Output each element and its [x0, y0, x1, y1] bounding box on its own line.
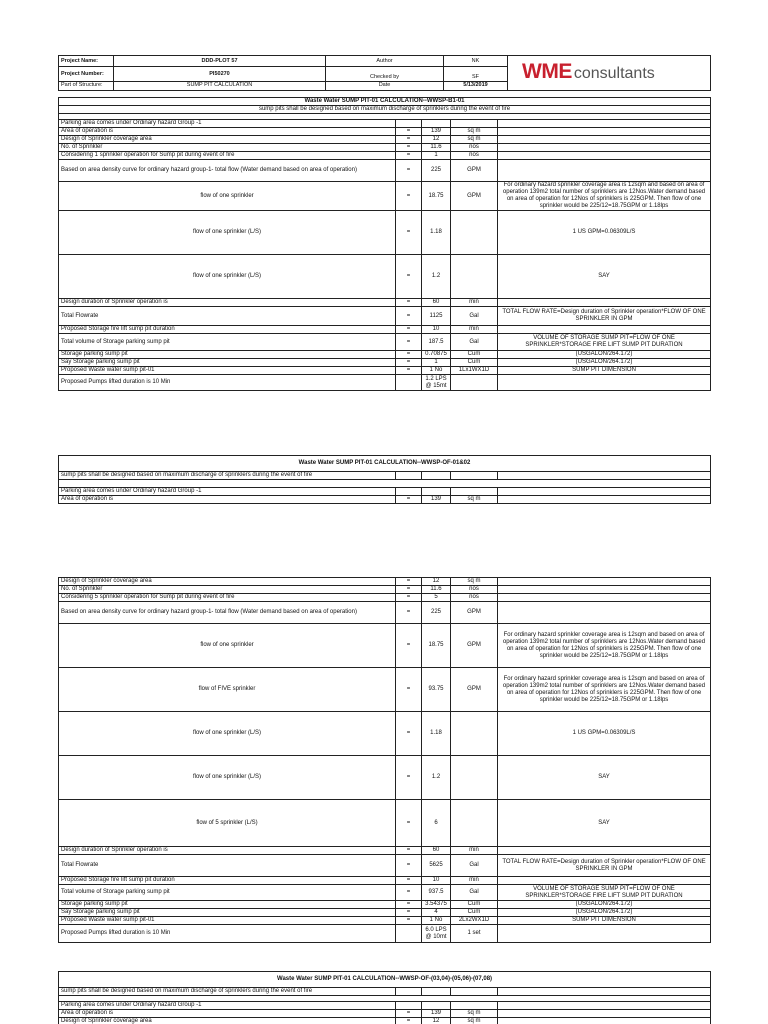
row-note [498, 586, 711, 594]
row-value: 11.6 [422, 144, 451, 152]
section-2-title: Waste Water SUMP PIT-01 CALCULATION--WWSP-OF-01&02 [59, 456, 711, 472]
row-unit: GPM [451, 160, 498, 182]
row-description: No. of Sprinkler [59, 586, 396, 594]
row-unit: nos [451, 152, 498, 160]
row-note [498, 925, 711, 943]
row-unit: min [451, 877, 498, 885]
row-value [422, 120, 451, 128]
calc-row [59, 877, 711, 885]
calc-row [59, 120, 711, 128]
row-value: 1.2 [422, 255, 451, 299]
row-unit: sq m [451, 136, 498, 144]
row-equals: = [396, 586, 422, 594]
row-description: flow of one sprinkler (L/S) [59, 756, 396, 800]
calc-row [59, 307, 711, 326]
row-value: 12 [422, 1018, 451, 1024]
row-note [498, 152, 711, 160]
row-unit: sq m [451, 1018, 498, 1024]
row-equals: = [396, 211, 422, 255]
row-equals: = [396, 1010, 422, 1018]
row-note [498, 299, 711, 307]
row-description: Parking area comes under Ordinary hazard Group -1 [59, 120, 396, 128]
date-value: 5/13/2019 [444, 81, 508, 90]
row-unit [451, 756, 498, 800]
row-unit: sq m [451, 496, 498, 504]
row-value: 139 [422, 1010, 451, 1018]
row-unit: GPM [451, 182, 498, 211]
row-description: Area of operation is [59, 128, 396, 136]
part-value: SUMP PIT CALCULATION [114, 81, 326, 90]
row-description: Considering 5 sprinkler operation for Sump pit during event of fire [59, 594, 396, 602]
logo-main-text: WME [522, 60, 572, 83]
calc-row [59, 128, 711, 136]
row-unit: nos [451, 144, 498, 152]
row-description: Considering 1 sprinkler operation for Sump pit during event of fire [59, 152, 396, 160]
row-unit: Gal [451, 855, 498, 877]
row-value: 139 [422, 128, 451, 136]
row-note: TOTAL FLOW RATE=Design duration of Sprinkler operation*FLOW OF ONE SPRINKLER IN GPM [498, 307, 711, 326]
row-description: flow of one sprinkler (L/S) [59, 712, 396, 756]
row-equals: = [396, 160, 422, 182]
row-unit: nos [451, 586, 498, 594]
row-note [498, 594, 711, 602]
row-note: SAY [498, 255, 711, 299]
row-description: Proposed Pumps lifted duration is 10 Min [59, 375, 396, 391]
calc-row [59, 578, 711, 586]
calc-row [59, 160, 711, 182]
row-description: flow of one sprinkler (L/S) [59, 211, 396, 255]
calc-row [59, 602, 711, 624]
row-description: Design duration of Sprinkler operation is [59, 847, 396, 855]
row-description: Total Flowrate [59, 307, 396, 326]
row-description: Design of Sprinkler coverage area [59, 136, 396, 144]
row-description: flow of one sprinkler [59, 624, 396, 668]
row-note: VOLUME OF STORAGE SUMP PIT=FLOW OF ONE SPRINKLER*STORAGE FIRE LIFT SUMP PIT DURATION [498, 885, 711, 901]
row-equals: = [396, 136, 422, 144]
calc-row [59, 136, 711, 144]
row-value: 1 [422, 359, 451, 367]
calc-row [59, 351, 711, 359]
row-value: 225 [422, 160, 451, 182]
row-unit [451, 255, 498, 299]
row-unit: nos [451, 594, 498, 602]
row-equals: = [396, 496, 422, 504]
row-value: 10 [422, 877, 451, 885]
calc-row [59, 488, 711, 496]
row-unit: Gal [451, 334, 498, 351]
row-description: Proposed Storage fire lift sump pit duration [59, 877, 396, 885]
row-note [498, 847, 711, 855]
row-equals: = [396, 299, 422, 307]
calc-row [59, 211, 711, 255]
row-value: 18.75 [422, 182, 451, 211]
row-note: SAY [498, 756, 711, 800]
row-unit [451, 712, 498, 756]
row-description: Design of Sprinkler coverage area [59, 578, 396, 586]
wme-logo [522, 60, 655, 84]
row-unit [451, 1002, 498, 1010]
row-value: 1 No [422, 367, 451, 375]
row-value: 1125 [422, 307, 451, 326]
row-note [498, 578, 711, 586]
section-2-continued-table [58, 577, 711, 943]
author-value: NK [444, 56, 508, 67]
row-value: 1 No [422, 917, 451, 925]
calc-row [59, 182, 711, 211]
row-note: SUMP PIT DIMENSION [498, 367, 711, 375]
author-label: Author [326, 56, 444, 67]
row-equals: = [396, 668, 422, 712]
row-equals: = [396, 578, 422, 586]
row-equals: = [396, 847, 422, 855]
row-description: Parking area comes under Ordinary hazard Group -1 [59, 488, 396, 496]
row-equals: = [396, 334, 422, 351]
row-note [498, 1018, 711, 1024]
row-unit: GPM [451, 624, 498, 668]
row-equals: = [396, 917, 422, 925]
row-unit [451, 211, 498, 255]
row-description: Area of operation is [59, 496, 396, 504]
row-unit: Cum [451, 359, 498, 367]
row-unit: GPM [451, 668, 498, 712]
row-description: No. of Sprinkler [59, 144, 396, 152]
row-equals: = [396, 800, 422, 847]
row-equals: = [396, 594, 422, 602]
calc-row [59, 668, 711, 712]
row-value: 60 [422, 847, 451, 855]
calc-row [59, 901, 711, 909]
section-3-title: Waste Water SUMP PIT-01 CALCULATION--WWSP-OF-(03,04)-(05,06)-(07,08) [59, 972, 711, 988]
row-equals: = [396, 602, 422, 624]
row-unit: Cum [451, 901, 498, 909]
row-note: (USGALON/264.172) [498, 359, 711, 367]
row-value: 1.18 [422, 712, 451, 756]
section-3-table [58, 971, 711, 1024]
row-unit [451, 375, 498, 391]
row-unit: Cum [451, 351, 498, 359]
row-equals: = [396, 182, 422, 211]
row-unit: sq m [451, 578, 498, 586]
row-note: TOTAL FLOW RATE=Design duration of Sprinkler operation*FLOW OF ONE SPRINKLER IN GPM [498, 855, 711, 877]
row-unit: GPM [451, 602, 498, 624]
row-equals: = [396, 877, 422, 885]
calc-row [59, 1010, 711, 1018]
row-value: 18.75 [422, 624, 451, 668]
row-description: Proposed Storage fire lift sump pit duration [59, 326, 396, 334]
row-note: For ordinary hazard sprinkler coverage area is 12sqm and based on area of operation 139m2 total number of sprinklers are 12Nos.Water demand based on area of operation for 12Nos of sprinklers is 225GPM. Then flow of one sprinkler would be 225/12=18.75GPM or 1.18lps [498, 668, 711, 712]
calc-row [59, 855, 711, 877]
row-note [498, 128, 711, 136]
row-equals: = [396, 901, 422, 909]
row-unit: 2Lx2WX1D [451, 917, 498, 925]
project-number-label: Project Number: [59, 67, 114, 81]
calc-row [59, 586, 711, 594]
row-unit: Gal [451, 307, 498, 326]
row-unit: min [451, 299, 498, 307]
row-value: 11.6 [422, 586, 451, 594]
calc-row [59, 800, 711, 847]
row-value [422, 1002, 451, 1010]
row-value: 139 [422, 496, 451, 504]
row-equals: = [396, 909, 422, 917]
row-value: 1.2 [422, 756, 451, 800]
row-unit [451, 800, 498, 847]
row-equals: = [396, 885, 422, 901]
row-note: For ordinary hazard sprinkler coverage area is 12sqm and based on area of operation 139m2 total number of sprinklers are 12Nos.Water demand based on area of operation for 12Nos of sprinklers is 225GPM. Then flow of one sprinkler would be 225/12=18.75GPM or 1.18lps [498, 624, 711, 668]
section-1-title: Waste Water SUMP PIT-01 CALCULATION--WWSP-B1-01 [59, 98, 711, 106]
row-unit [451, 120, 498, 128]
calc-row [59, 1002, 711, 1010]
calc-row [59, 925, 711, 943]
row-note [498, 375, 711, 391]
row-description: Design of Sprinkler coverage area [59, 1018, 396, 1024]
row-unit: Gal [451, 885, 498, 901]
calc-row [59, 299, 711, 307]
row-value: 1.2 LPS @ 15mt [422, 375, 451, 391]
row-unit: sq m [451, 1010, 498, 1018]
row-value: 937.5 [422, 885, 451, 901]
row-value: 0.70875 [422, 351, 451, 359]
calc-row [59, 909, 711, 917]
row-equals: = [396, 255, 422, 299]
logo-sub-text: consultants [573, 65, 655, 82]
row-unit: 1Lx1WX1D [451, 367, 498, 375]
calc-row [59, 334, 711, 351]
row-equals [396, 1002, 422, 1010]
calc-row [59, 255, 711, 299]
row-unit: 1 set [451, 925, 498, 943]
row-value: 5 [422, 594, 451, 602]
row-description: Storage parking sump pit [59, 901, 396, 909]
row-description: Total Flowrate [59, 855, 396, 877]
section-3-subtitle: sump pits shall be designed based on maximum discharge of sprinklers during the event of fire [59, 988, 396, 996]
row-equals: = [396, 855, 422, 877]
row-value: 1.18 [422, 211, 451, 255]
row-note [498, 120, 711, 128]
row-description: flow of 5 sprinkler (L/S) [59, 800, 396, 847]
row-unit: min [451, 326, 498, 334]
row-equals [396, 488, 422, 496]
calc-row [59, 712, 711, 756]
row-value: 12 [422, 578, 451, 586]
row-equals: = [396, 359, 422, 367]
section-2-subtitle: sump pits shall be designed based on maximum discharge of sprinklers during the event of fire [59, 472, 396, 480]
project-name-value: DDD-PLOT 57 [114, 56, 326, 67]
row-value: 93.75 [422, 668, 451, 712]
row-note: For ordinary hazard sprinkler coverage area is 12sqm and based on area of operation 139m2 total number of sprinklers are 12Nos.Water demand based on area of operation for 12Nos of sprinklers is 225GPM. Then flow of one sprinkler would be 225/12=18.75GPM or 1.18lps [498, 182, 711, 211]
row-note [498, 160, 711, 182]
calc-row [59, 917, 711, 925]
row-value: 187.5 [422, 334, 451, 351]
row-note [498, 877, 711, 885]
row-value: 60 [422, 299, 451, 307]
project-name-label: Project Name: [59, 56, 114, 67]
row-value: 225 [422, 602, 451, 624]
row-equals [396, 925, 422, 943]
row-value: 12 [422, 136, 451, 144]
row-equals: = [396, 756, 422, 800]
calc-row [59, 375, 711, 391]
row-note [498, 602, 711, 624]
row-description: Total volume of Storage parking sump pit [59, 334, 396, 351]
row-description: Area of operation is [59, 1010, 396, 1018]
spacer-row [59, 480, 711, 488]
row-description: flow of one sprinkler [59, 182, 396, 211]
row-description: Parking area comes under Ordinary hazard Group -1 [59, 1002, 396, 1010]
calc-row [59, 359, 711, 367]
row-note: SAY [498, 800, 711, 847]
row-note: (USGALON/264.172) [498, 351, 711, 359]
row-equals: = [396, 326, 422, 334]
row-description: Say Storage parking sump pit [59, 359, 396, 367]
row-description: Based on area density curve for ordinary hazard group-1- total flow (Water demand based on area of operation) [59, 160, 396, 182]
row-note: VOLUME OF STORAGE SUMP PIT=FLOW OF ONE SPRINKLER*STORAGE FIRE LIFT SUMP PIT DURATION [498, 334, 711, 351]
row-value [422, 488, 451, 496]
row-description: Proposed Pumps lifted duration is 10 Min [59, 925, 396, 943]
row-note [498, 1002, 711, 1010]
section-2-table [58, 455, 711, 504]
row-equals: = [396, 1018, 422, 1024]
checked-label: Checked by [326, 67, 444, 81]
calc-row [59, 885, 711, 901]
part-label: Part of Structure: [59, 81, 114, 90]
row-description: Total volume of Storage parking sump pit [59, 885, 396, 901]
row-description: Design duration of Sprinkler operation is [59, 299, 396, 307]
row-equals: = [396, 367, 422, 375]
row-note [498, 1010, 711, 1018]
calc-row [59, 847, 711, 855]
row-value: 6 [422, 800, 451, 847]
row-value: 6.0 LPS @ 10mt [422, 925, 451, 943]
row-note: (USGALON/264.172) [498, 901, 711, 909]
row-note: (USGALON/264.172) [498, 909, 711, 917]
row-note [498, 488, 711, 496]
row-equals: = [396, 128, 422, 136]
row-unit: min [451, 847, 498, 855]
row-note [498, 326, 711, 334]
row-value: 1 [422, 152, 451, 160]
row-equals [396, 375, 422, 391]
row-description: flow of one sprinkler (L/S) [59, 255, 396, 299]
calc-row [59, 1018, 711, 1024]
row-value: 5625 [422, 855, 451, 877]
row-equals [396, 120, 422, 128]
row-equals: = [396, 624, 422, 668]
row-description: flow of FIVE sprinkler [59, 668, 396, 712]
row-equals: = [396, 712, 422, 756]
row-unit: Cum [451, 909, 498, 917]
calc-row [59, 624, 711, 668]
row-description: Proposed Waste water sump pit-01 [59, 367, 396, 375]
row-description: Say Storage parking sump pit [59, 909, 396, 917]
row-description: Storage parking sump pit [59, 351, 396, 359]
row-description: Based on area density curve for ordinary hazard group-1- total flow (Water demand based on area of operation) [59, 602, 396, 624]
row-unit [451, 488, 498, 496]
row-value: 3.54375 [422, 901, 451, 909]
calc-row [59, 152, 711, 160]
row-note [498, 496, 711, 504]
calc-row [59, 144, 711, 152]
row-unit: sq m [451, 128, 498, 136]
section-1-subtitle: sump pits shall be designed based on maximum discharge of sprinklers during the event of fire [59, 106, 711, 114]
row-note [498, 136, 711, 144]
project-number-value: PI50270 [114, 67, 326, 81]
row-equals: = [396, 351, 422, 359]
calc-row [59, 594, 711, 602]
date-label: Date [326, 81, 444, 90]
row-description: Proposed Waste water sump pit-01 [59, 917, 396, 925]
row-note [498, 144, 711, 152]
calc-row [59, 756, 711, 800]
row-note: 1 US GPM=0.06309L/S [498, 712, 711, 756]
row-note: SUMP PIT DIMENSION [498, 917, 711, 925]
row-value: 10 [422, 326, 451, 334]
calc-row [59, 326, 711, 334]
row-value: 4 [422, 909, 451, 917]
row-equals: = [396, 152, 422, 160]
checked-value: SF [444, 67, 508, 81]
section-1-table [58, 97, 711, 391]
row-note: 1 US GPM=0.06309L/S [498, 211, 711, 255]
calc-row [59, 367, 711, 375]
row-equals: = [396, 144, 422, 152]
row-equals: = [396, 307, 422, 326]
calc-row [59, 496, 711, 504]
